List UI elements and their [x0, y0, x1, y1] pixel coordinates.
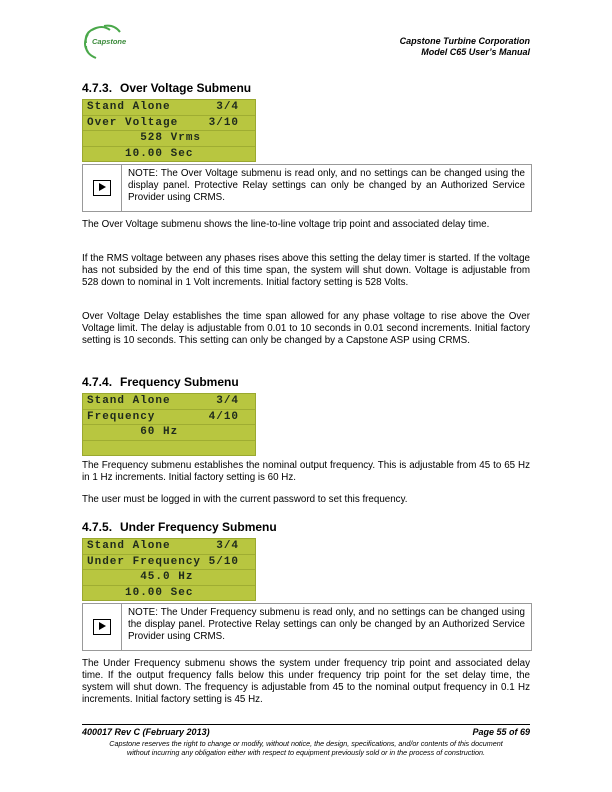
company-name: Capstone Turbine Corporation — [399, 36, 530, 46]
capstone-logo — [78, 24, 144, 62]
section-heading — [82, 81, 251, 95]
lcd-display — [82, 393, 256, 456]
doc-id: 400017 Rev C (February 2013) — [82, 727, 210, 737]
lcd-line: 10.00 Sec — [87, 147, 194, 160]
note-icon-cell — [83, 604, 122, 650]
note-box — [82, 164, 532, 212]
lcd-display — [82, 99, 256, 162]
paragraph: Over Voltage Delay establishes the time span allowed for any phase voltage to rise above the Over Voltage limit. The delay is adjustable from 0.01 to 10 seconds in 0.01 second increments. Initial factory setting is 10 seconds. This setting can only be changed by a Capstone ASP using CRMS. — [82, 311, 530, 346]
paragraph: The user must be logged in with the current password to set this frequency. — [82, 494, 408, 505]
lcd-line: Under Frequency 5/10 — [83, 555, 255, 571]
page-header — [400, 36, 530, 58]
lcd-line: 45.0 Hz — [83, 570, 255, 586]
lcd-line: Stand Alone 3/4 — [83, 394, 255, 410]
section-title: Under Frequency Submenu — [120, 520, 277, 534]
disclaimer-line: without incurring any obligation either with respect to equipment previously sold or in the process of construction. — [127, 748, 485, 757]
lcd-line: 60 Hz — [83, 425, 255, 441]
note-text: NOTE: The Under Frequency submenu is read only, and no settings can be changed using the display panel. Protective Relay settings can only be changed by an Authorized Service Provider using CRMS. — [128, 607, 525, 642]
section-title: Frequency Submenu — [120, 375, 239, 389]
lcd-line: Over Voltage 3/10 — [83, 116, 255, 132]
footer-disclaimer — [82, 739, 530, 757]
lcd-line: 528 Vrms — [83, 131, 255, 147]
section-heading — [82, 520, 277, 534]
note-box — [82, 603, 532, 651]
arrow-right-icon — [93, 180, 111, 196]
note-icon-cell — [83, 165, 122, 211]
lcd-line — [83, 441, 255, 456]
section-title: Over Voltage Submenu — [120, 81, 252, 95]
footer-rule — [82, 724, 530, 725]
lcd-line: 10.00 Sec — [87, 586, 194, 599]
section-number: 4.7.4. — [82, 375, 113, 389]
lcd-line: Stand Alone 3/4 — [83, 539, 255, 555]
paragraph: The Frequency submenu establishes the nominal output frequency. This is adjustable from 45 to 65 Hz in 1 Hz increments. Initial factory setting is 60 Hz. — [82, 460, 530, 483]
section-number: 4.7.5. — [82, 520, 113, 534]
section-number: 4.7.3. — [82, 81, 113, 95]
logo-text: Capstone — [92, 37, 127, 46]
disclaimer-line: Capstone reserves the right to change or modify, without notice, the design, specifications, and/or contents of this document — [109, 739, 503, 748]
paragraph: The Over Voltage submenu shows the line-to-line voltage trip point and associated delay time. — [82, 219, 490, 230]
lcd-display — [82, 538, 256, 601]
arrow-right-icon — [93, 619, 111, 635]
page-number: Page 55 of 69 — [472, 727, 530, 737]
note-text: NOTE: The Over Voltage submenu is read only, and no settings can be changed using the display panel. Protective Relay settings can only be changed by an Authorized Service Provider using CRMS. — [128, 168, 525, 203]
paragraph: The Under Frequency submenu shows the system under frequency trip point and associated delay time. If the output frequency falls below this under frequency trip point for the set delay time, the system will shut down. The frequency is adjustable from 45 to the nominal output frequency in 0.1 Hz increments. Initial factory setting is 45 Hz. — [82, 658, 530, 705]
section-heading — [82, 375, 239, 389]
paragraph: If the RMS voltage between any phases rises above this setting the delay timer is started. If the voltage has not subsided by the end of this time span, the system will shut down. Voltage is adjustable from 528 down to nominal in 1 Volt increments. Initial factory setting is 528 Volts. — [82, 253, 530, 288]
lcd-line: Frequency 4/10 — [83, 410, 255, 426]
lcd-line: Stand Alone 3/4 — [83, 100, 255, 116]
manual-title: Model C65 User’s Manual — [421, 47, 530, 57]
